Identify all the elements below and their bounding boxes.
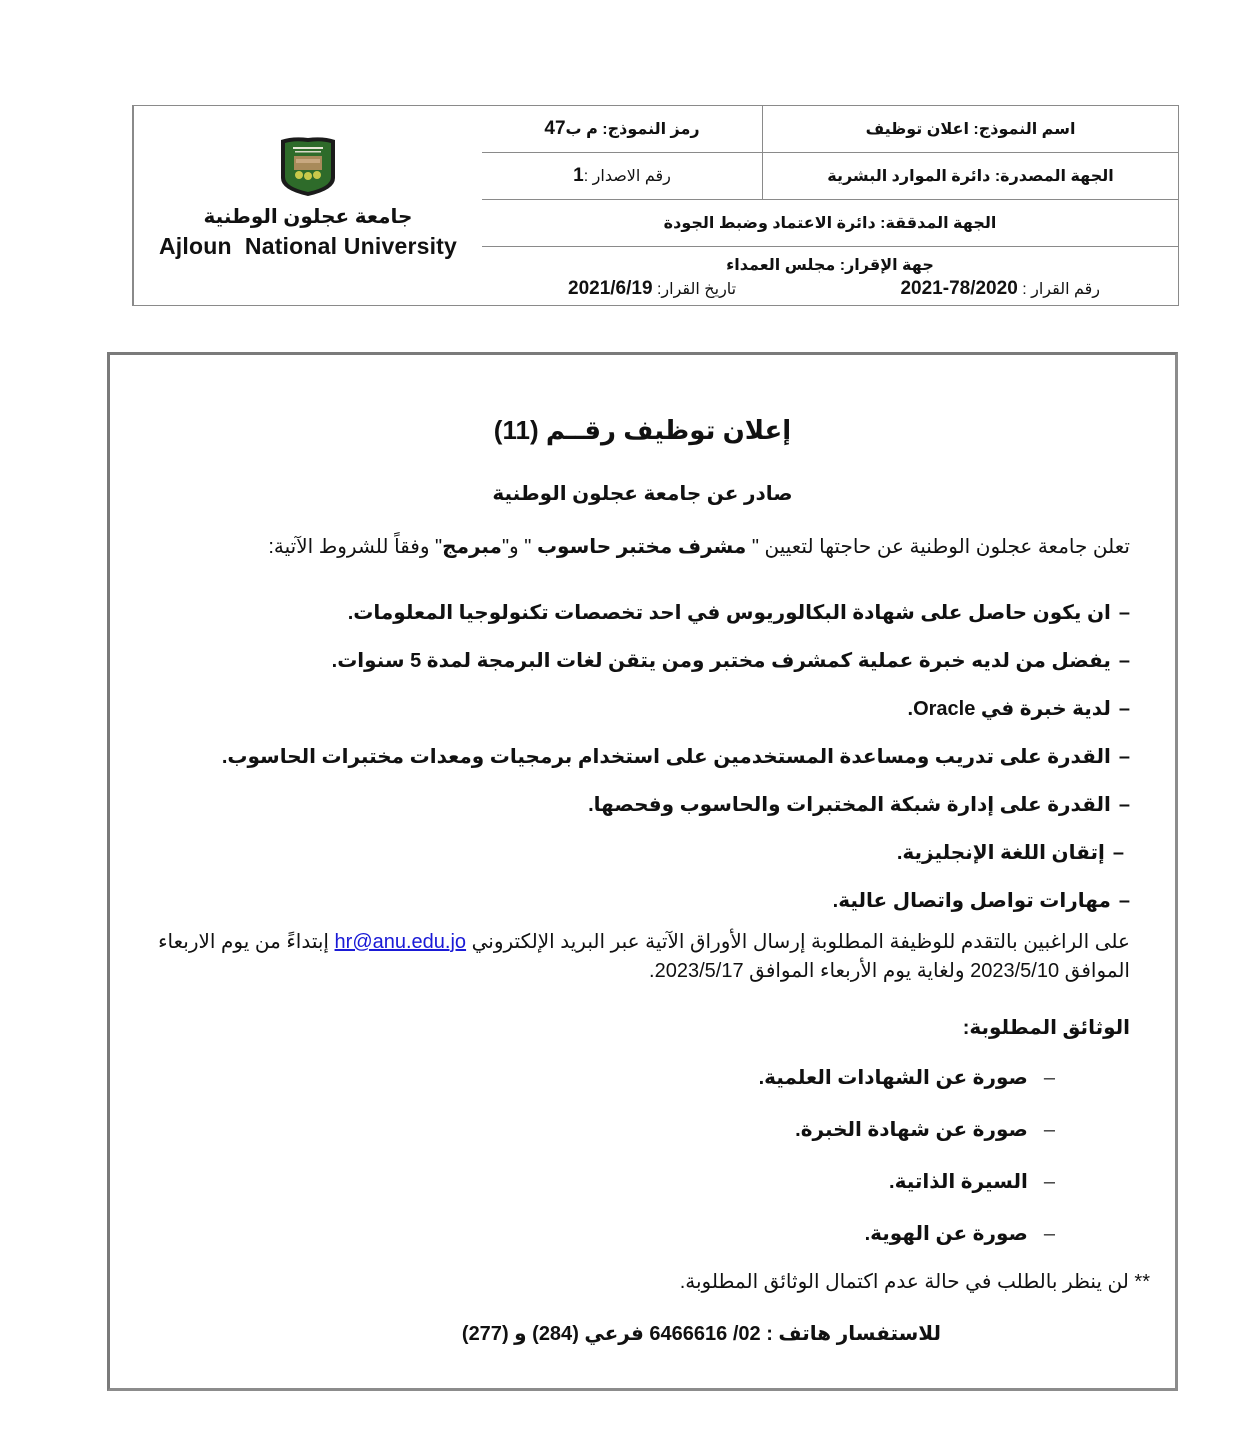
dash-bullet-icon: – — [1118, 794, 1130, 816]
requirement-item — [222, 648, 1130, 696]
form-metadata-grid — [482, 106, 1178, 305]
requirement-text: القدرة على إدارة شبكة المختبرات والحاسوب وفحصها. — [588, 794, 1111, 816]
dash-bullet-icon: – — [1118, 650, 1130, 672]
incomplete-application-note: ** لن ينظر بالطلب في حالة عدم اكتمال الوثائق المطلوبة. — [679, 1271, 1150, 1293]
form-name-cell: اسم النموذج: اعلان توظيف — [762, 106, 1178, 152]
decision-number-value: 78/2020-2021 — [900, 277, 1018, 299]
decision-number-label: رقم القرار : — [1022, 280, 1100, 298]
requirement-item — [222, 696, 1130, 744]
university-name-arabic: جامعة عجلون الوطنية — [203, 206, 413, 228]
approver-text: جهة الإقرار: مجلس العمداء — [726, 256, 934, 274]
requirement-item — [222, 600, 1130, 648]
document-text: صورة عن الشهادات العلمية. — [758, 1067, 1028, 1089]
university-emblem-icon — [277, 134, 339, 198]
form-row-1 — [482, 106, 1178, 153]
version-cell — [482, 153, 762, 199]
intro-text-start: تعلن جامعة عجلون الوطنية عن حاجتها لتعيين " — [746, 536, 1130, 558]
decision-line — [482, 278, 1178, 300]
application-instructions — [110, 928, 1130, 986]
requirement-text: لدية خبرة في Oracle. — [907, 698, 1111, 720]
form-row-2 — [482, 153, 1178, 200]
form-code-label: رمز النموذج: م ب — [565, 121, 700, 138]
university-logo-cell — [133, 106, 482, 305]
decision-date-value: 2021/6/19 — [568, 277, 653, 299]
requirement-text: إتقان اللغة الإنجليزية. — [896, 842, 1105, 864]
requirement-item — [222, 744, 1130, 792]
intro-text-middle: " و" — [501, 536, 537, 558]
auditor-cell: الجهة المدققة: دائرة الاعتماد وضبط الجودة — [663, 215, 997, 232]
decision-date-label: تاريخ القرار: — [656, 280, 737, 298]
apply-text-start: على الراغبين بالتقدم للوظيفة المطلوبة إرسال الأوراق الآتية عبر البريد الإلكتروني — [466, 931, 1130, 953]
required-documents-heading: الوثائق المطلوبة: — [962, 1017, 1130, 1039]
dash-bullet-icon: – — [1118, 602, 1130, 624]
dash-bullet-icon: – — [1118, 746, 1130, 768]
form-header-table — [132, 105, 1179, 306]
announcement-title: إعلان توظيف رقــم (11) — [493, 415, 792, 445]
document-text: السيرة الذاتية. — [889, 1171, 1028, 1193]
hr-email-link[interactable]: hr@anu.edu.jo — [334, 931, 467, 953]
document-item — [759, 1221, 1055, 1273]
document-item — [759, 1169, 1055, 1221]
apply-text-end: إبتداءً من يوم الاربعاء الموافق 2023/5/10 ولغاية يوم الأربعاء الموافق 2023/5/17. — [158, 931, 1130, 982]
version-label: رقم الاصدار : — [583, 168, 671, 185]
requirement-text: القدرة على تدريب ومساعدة المستخدمين على استخدام برمجيات ومعدات مختبرات الحاسوب. — [221, 746, 1111, 768]
dash-bullet-icon: – — [1043, 1171, 1055, 1193]
form-row-3 — [482, 200, 1178, 247]
dash-bullet-icon: – — [1043, 1119, 1055, 1141]
role-lab-supervisor: مشرف مختبر حاسوب — [536, 536, 747, 558]
required-documents-list — [759, 1065, 1055, 1273]
dash-bullet-icon: – — [1043, 1067, 1055, 1089]
requirement-item — [222, 840, 1130, 888]
announcement-subtitle: صادر عن جامعة عجلون الوطنية — [492, 483, 793, 505]
university-name-english: Ajloun National University — [158, 233, 458, 259]
dash-bullet-icon: – — [1118, 698, 1130, 720]
dash-bullet-icon: – — [1118, 890, 1130, 912]
document-item — [759, 1065, 1055, 1117]
document-text: صورة عن الهوية. — [864, 1223, 1028, 1245]
decision-number — [900, 278, 1100, 300]
form-code-value: 47 — [544, 118, 566, 139]
announcement-frame — [107, 352, 1178, 1391]
requirement-text: مهارات تواصل واتصال عالية. — [832, 890, 1111, 912]
version-value: 1 — [573, 165, 584, 186]
requirement-text: يفضل من لديه خبرة عملية كمشرف مختبر ومن يتقن لغات البرمجة لمدة 5 سنوات. — [331, 650, 1111, 672]
requirement-text: ان يكون حاصل على شهادة البكالوريوس في احد تخصصات تكنولوجيا المعلومات. — [347, 602, 1111, 624]
form-code-cell — [482, 106, 762, 152]
document-item — [759, 1117, 1055, 1169]
requirement-item — [222, 792, 1130, 840]
document-text: صورة عن شهادة الخبرة. — [795, 1119, 1028, 1141]
contact-phone: للاستفسار هاتف : 02/ 6466616 فرعي (284) و (277) — [461, 1323, 941, 1345]
announcement-intro — [268, 534, 1130, 559]
decision-date — [568, 278, 736, 300]
dash-bullet-icon: – — [1112, 842, 1124, 864]
form-row-4 — [482, 247, 1178, 305]
issuer-cell: الجهة المصدرة: دائرة الموارد البشرية — [762, 153, 1178, 199]
intro-text-end: " وفقاً للشروط الآتية: — [268, 536, 443, 558]
requirements-list — [222, 600, 1130, 936]
role-programmer: مبرمج — [442, 536, 502, 558]
dash-bullet-icon: – — [1043, 1223, 1055, 1245]
